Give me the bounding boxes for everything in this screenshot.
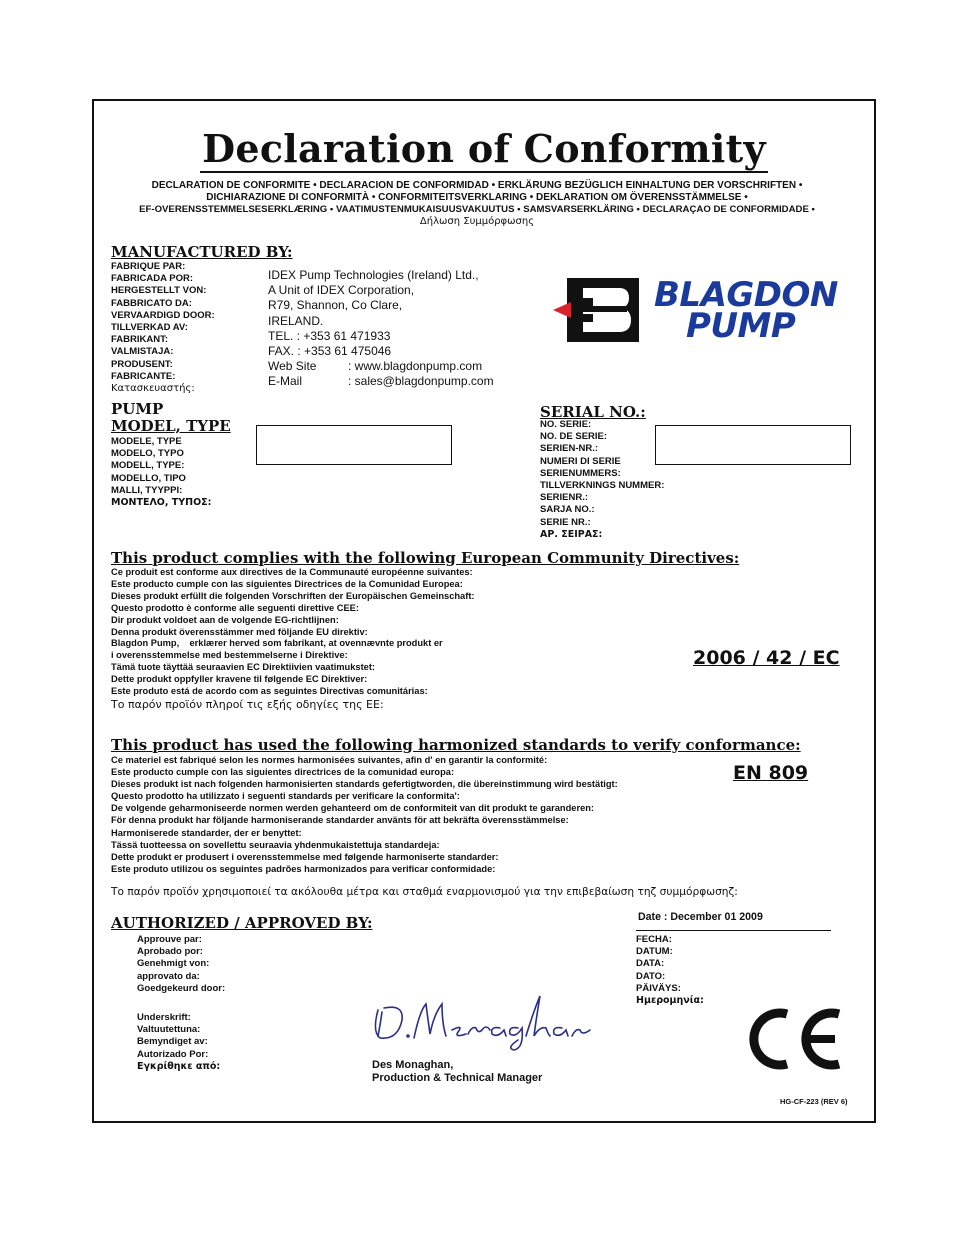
standards-greek-line: Το παρόν προϊόν χρησιμοποιεί τα ακόλουθα μέτρα και σταθμά εναρμονισμού για την επιβεβαίωση τηζ συμμόρφωσηζ: (111, 886, 738, 898)
manufacturer-labels: FABRIQUE PAR: FABRICADA POR: HERGESTELLT VON: FABBRICATO DA: VERVAARDIGD DOOR: TILLVERKAD AV: FABRIKANT: VALMISTAJA: PRODUSENT: FABRICANTE: Κατασκευαστής: (111, 261, 215, 395)
standard-reference: EN 809 (733, 762, 809, 784)
website: : www.blagdonpump.com (348, 359, 483, 374)
standards-heading: This product has used the following harmonized standards to verify conformance: (111, 736, 801, 754)
date-underline (636, 930, 831, 931)
standards-translations: Ce materiel est fabriqué selon les normes harmonisées suivantes, afin d' en garantir la conformité: Este producto cumple con las siguientes directrices de la comunidad europa: Dieses produkt ist nach folgenden harmonisierten standards gefertigtworden, die übereinstimmung wird bestätigt: Questo prodotto ha utilizzato i seguenti standards per verificare la conformita': De volgende geharmoniseerde normen werden gehanteerd om de conformiteit van dit produkt te garanderen: För denna produkt har följande harmoniserande standarder använts för att bekräfta överensstämmelse: Harmoniserede standarder, der er benyttet: Tässä tuotteessa on sovellettu seuraavia yhdenmukaistettuja standardeja: Dette produkt er produsert i overensstemmelse med følgende harmoniserte standarder: Este produto utilizou os seguintes padrões harmonizados para verificar conformidade: (111, 755, 618, 874)
model-type-field[interactable] (256, 425, 452, 465)
manufacturer-fax: FAX. : +353 61 475046 (268, 344, 392, 359)
signer-block (372, 1059, 542, 1085)
email: : sales@blagdonpump.com (348, 374, 494, 389)
subtitle-line-2: DICHIARAZIONE DI CONFORMITÀ • CONFORMITEITSVERKLARING • DEKLARATION OM ÖVERENSSTÄMMELSE • (206, 192, 748, 203)
signer-title: Production & Technical Manager (372, 1072, 543, 1084)
subtitle-line-3: EF-OVERENSSTEMMELSESERKLÆRING • VAATIMUSTENMUKAISUUSVAKUUTUS • SAMSVARSERKLÄRING • DECLARAÇAO DE CONFORMIDADE • (139, 204, 815, 215)
pump-model-labels: MODELE, TYPE MODELO, TYPO MODELL, TYPE: MODELLO, TIPO MALLI, TYYPPI: ΜΟΝΤΕΛΟ, ΤΥΠΟΣ: (111, 436, 212, 509)
subtitle-line-1: DECLARATION DE CONFORMITE • DECLARACION DE CONFORMIDAD • ERKLÄRUNG BEZÜGLICH EINHALTUNG DER VORSCHRIFTEN • (151, 180, 803, 191)
document-title: Declaration of Conformity (202, 126, 766, 171)
directives-translations: Ce produit est conforme aux directives de la Communauté européenne suivantes: Este producto cumple con las siguientes Directrices de la Comunidad Europea: Dieses produkt erfüllt die folgenden Vorschriften der Europäischen Gemeinschaft: Questo prodotto è conforme alle seguenti direttive CEE: Dir produkt voldoet aan de volgende EG-richtlijnen: Denna produkt överensstämmer med följande EU direktiv: Blagdon Pump, erklærer herved som fabrikant, at ovennævnte produkt er i overensstemmelse med bestemmelserne i Direktive: Tämä tuote täyttää seuraavien EC Direktiivien vaatimukstet: Dette produkt oppfyller kravene til følgende EC Direktiver: Este produto está de acordo com as seguintes Directivas comunitárias: Το παρόν προϊόν πληροί τις εξής οδηγίες της ΕΕ: (111, 567, 475, 711)
signature-labels: Underskrift: Valtuutettuna: Bemyndiget av: Autorizado Por: Εγκρίθηκε από: (137, 1012, 221, 1072)
ce-mark-icon (743, 1006, 845, 1077)
subtitle-line-4: Δήλωση Συμμόρφωσης (419, 216, 535, 227)
serial-labels: NO. SERIE: NO. DE SERIE: SERIEN-NR.: NUMERI DI SERIE SERIENUMMERS: TILLVERKNINGS NUMMER: SERIENR.: SARJA NO.: SERIE NR.: ΑΡ. ΣΕΙΡΑΣ: (540, 419, 665, 540)
serial-number-field[interactable] (655, 425, 851, 465)
form-code: HG-CF-223 (REV 6) (780, 1097, 848, 1106)
logo-text-blagdon: BLAGDON (654, 275, 838, 315)
approved-by-labels: Approuve par: Aprobado por: Genehmigt von: approvato da: Goedgekeurd door: (137, 934, 226, 994)
date-labels: FECHA: DATUM: DATA: DATO: PÄIVÄYS: Ημερομηνία: (636, 934, 704, 1007)
manufacturer-address: IDEX Pump Technologies (Ireland) Ltd., A Unit of IDEX Corporation, R79, Shannon, Co Clare, IRELAND. TEL. : +353 61 471933 FAX. : +353 61 475046 Web Site : www.blagdonpump.com E-Mail : sales@blagdonpump.com (268, 268, 494, 389)
directive-reference: 2006 / 42 / EC (693, 647, 840, 669)
date-value: Date : December 01 2009 (638, 911, 763, 923)
pump-model-heading: PUMP MODEL, TYPE (111, 400, 231, 435)
serial-no-heading: SERIAL NO.: (540, 403, 646, 421)
signature-image (368, 990, 598, 1057)
logo-text-pump: PUMP (686, 306, 796, 346)
directives-heading: This product complies with the following European Community Directives: (111, 549, 740, 567)
manufacturer-tel: TEL. : +353 61 471933 (268, 328, 391, 343)
authorized-heading: AUTHORIZED / APPROVED BY: (111, 914, 373, 932)
signer-name: Des Monaghan, (372, 1059, 454, 1071)
manufactured-by-heading: MANUFACTURED BY: (111, 243, 293, 261)
blagdon-logo-icon (553, 276, 645, 349)
